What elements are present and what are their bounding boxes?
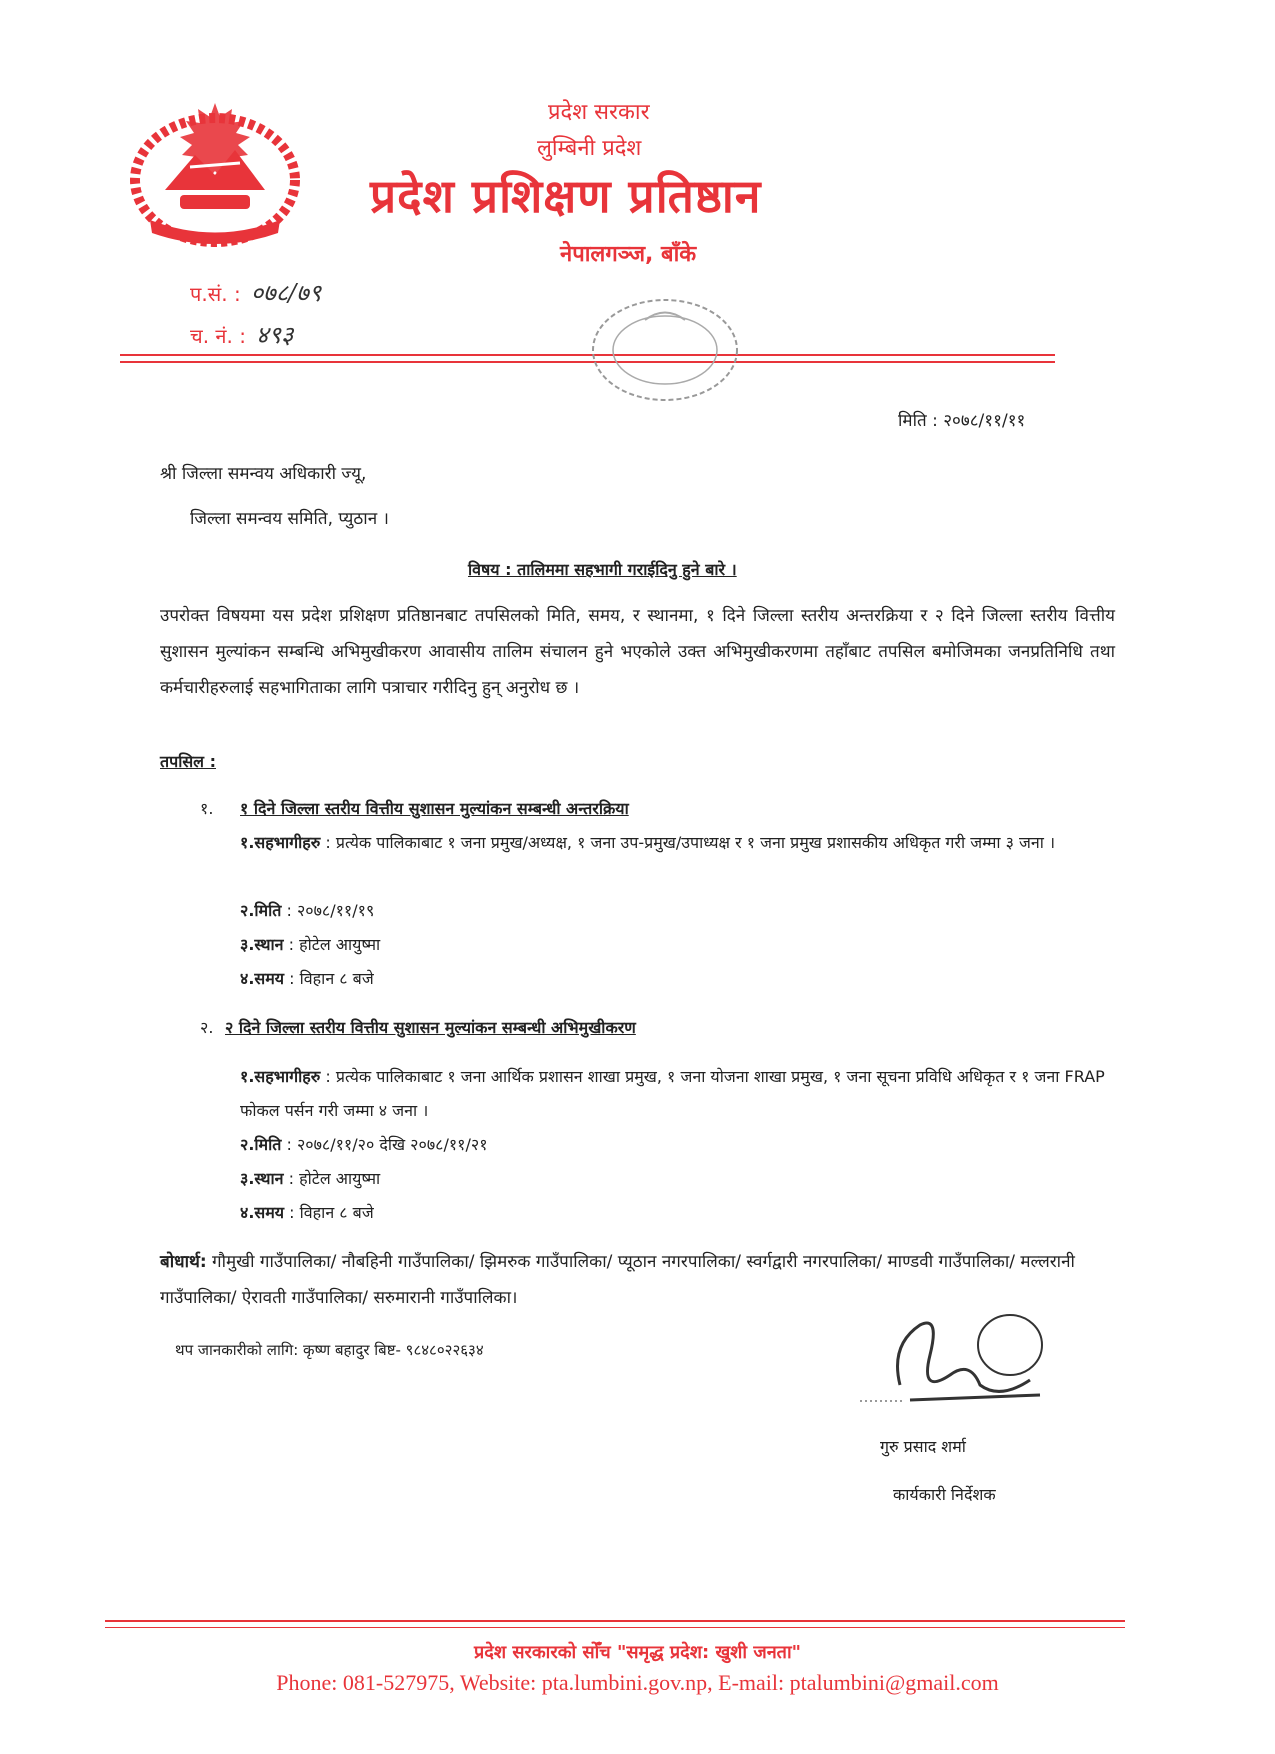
item-1-place-label: ३.स्थान: [240, 935, 284, 954]
item-1-participants: [240, 826, 1080, 860]
item-2-date: [240, 1128, 488, 1162]
government-emblem: [120, 95, 310, 250]
item-2-participants-text: : प्रत्येक पालिकाबाट १ जना आर्थिक प्रशासन शाखा प्रमुख, १ जना योजना शाखा प्रमुख, १ जना सूचना प्रविधि अधिकृत र १ जना FRAP फोकल पर्सन गरी जम्मा ४ जना ।: [240, 1067, 1105, 1120]
dispatch-value: ४९३: [255, 321, 294, 349]
item-2-time-value: : विहान ८ बजे: [289, 1203, 374, 1222]
item-2-participants: [240, 1060, 1115, 1128]
item-2-place-value: : होटेल आयुष्मा: [288, 1169, 381, 1188]
item-2-place: [240, 1162, 380, 1196]
item-2-participants-label: १.सहभागीहरु: [240, 1067, 321, 1086]
item-2-title: २ दिने जिल्ला स्तरीय वित्तीय सुशासन मुल्यांकन सम्बन्धी अभिमुखीकरण: [225, 1018, 636, 1037]
item-1-time-label: ४.समय: [240, 969, 285, 988]
footer-contact: Phone: 081-527975, Website: pta.lumbini.gov.np, E-mail: ptalumbini@gmail.com: [276, 1670, 999, 1695]
item-2-time: [240, 1196, 374, 1230]
item-1-participants-text: : प्रत्येक पालिकाबाट १ जना प्रमुख/अध्यक्ष, १ जना उप-प्रमुख/उपाध्यक्ष र १ जना प्रमुख प्रशासकीय अधिकृत गरी जम्मा ३ जना ।: [325, 833, 1056, 852]
item-1-title: १ दिने जिल्ला स्तरीय वित्तीय सुशासन मुल्यांकन सम्बन्धी अन्तरक्रिया: [240, 799, 629, 818]
item-2-time-label: ४.समय: [240, 1203, 285, 1222]
item-1-time: [240, 962, 374, 996]
item-2-number: २.: [200, 1018, 214, 1037]
cc-label: बोधार्थ:: [160, 1252, 207, 1272]
item-1-date-value: : २०७८/११/१९: [286, 901, 375, 920]
dispatch-label: च. नं. :: [190, 324, 246, 348]
recipient-office: जिल्ला समन्वय समिति, प्युठान ।: [190, 509, 389, 529]
item-2-date-label: २.मिति: [240, 1135, 282, 1154]
header-title: प्रदेश प्रशिक्षण प्रतिष्ठान: [370, 169, 762, 223]
header-province: लुम्बिनी प्रदेश: [537, 136, 642, 161]
item-1-place: [240, 928, 380, 962]
dispatch-number: [190, 318, 293, 351]
office-seal-stamp: [585, 290, 745, 420]
footer-rule-top: [105, 1620, 1125, 1622]
item-1-participants-label: १.सहभागीहरु: [240, 833, 321, 852]
item-1-date-label: २.मिति: [240, 901, 282, 920]
header-location: नेपालगञ्ज, बाँके: [560, 242, 697, 267]
signatory-name: गुरु प्रसाद शर्मा: [880, 1437, 966, 1456]
ref-label: प.सं. :: [190, 282, 241, 306]
item-1-time-value: : विहान ८ बजे: [289, 969, 374, 988]
item-2-date-value: : २०७८/११/२० देखि २०७८/११/२१: [286, 1135, 488, 1154]
item-1-place-value: : होटेल आयुष्मा: [288, 935, 381, 954]
item-1-date: [240, 894, 374, 928]
contact-note: थप जानकारीको लागि: कृष्ण बहादुर बिष्ट- ९८४८०२२६३४: [175, 1341, 484, 1359]
ref-value: ०७८/७९: [250, 279, 322, 307]
letter-subject: विषय : तालिममा सहभागी गराईदिनु हुने बारे ।: [468, 560, 737, 579]
item-2-place-label: ३.स्थान: [240, 1169, 284, 1188]
letter-date: मिति : २०७८/११/११: [898, 411, 1026, 431]
tapsil-label: तपसिल :: [160, 752, 216, 771]
body-paragraph: उपरोक्त विषयमा यस प्रदेश प्रशिक्षण प्रतिष्ठानबाट तपसिलको मिति, समय, र स्थानमा, १ दिने जिल्ला स्तरीय अन्तरक्रिया र २ दिने जिल्ला स्तरीय वित्तीय सुशासन मुल्यांकन सम्बन्धि अभिमुखीकरण आवासीय तालिम संचालन हुने भएकोले उक्त अभिमुखीकरणमा तहाँबाट तपसिल बमोजिमका जनप्रतिनिधि तथा कर्मचारीहरुलाई सहभागिताका लागि पत्राचार गरीदिनु हुन् अनुरोध छ ।: [160, 606, 1115, 698]
footer-slogan: प्रदेश सरकारको सोँच "समृद्ध प्रदेश: खुशी जनता": [474, 1642, 801, 1663]
footer-rule-bottom: [105, 1627, 1125, 1628]
signatory-designation: कार्यकारी निर्देशक: [893, 1485, 996, 1504]
recipient-title: श्री जिल्ला समन्वय अधिकारी ज्यू,: [160, 464, 367, 484]
header-govt: प्रदेश सरकार: [548, 100, 650, 125]
signature-mark: [860, 1305, 1060, 1415]
cc-text: गौमुखी गाउँपालिका/ नौबहिनी गाउँपालिका/ झिमरुक गाउँपालिका/ प्यूठान नगरपालिका/ स्वर्गद्वारी नगरपालिका/ माण्डवी गाउँपालिका/ मल्लरानी गाउँपालिका/ ऐरावती गाउँपालिका/ सरुमारानी गाउँपालिका।: [160, 1252, 1075, 1308]
item-1-number: १.: [200, 799, 214, 818]
ref-number: [190, 276, 321, 309]
